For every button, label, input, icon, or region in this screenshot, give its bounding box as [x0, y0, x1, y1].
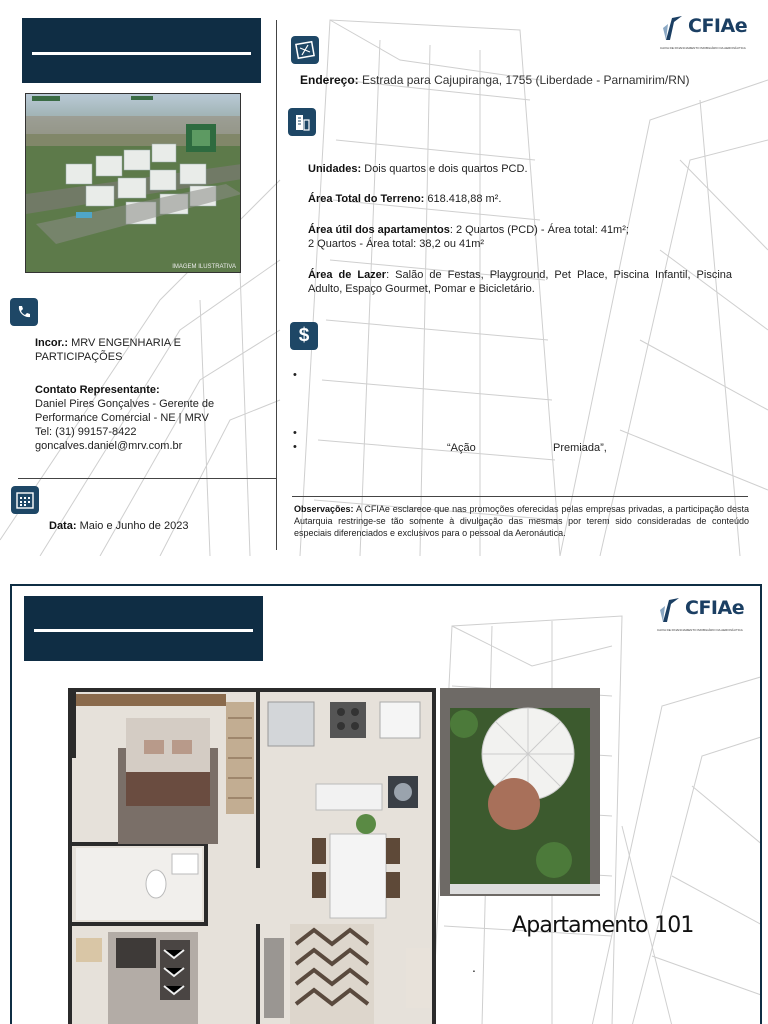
cfiae-logo	[660, 14, 748, 50]
contact-label: Contato Representante:	[35, 384, 160, 396]
date-line	[49, 519, 188, 533]
incorporator-label: Incor.:	[35, 337, 69, 349]
column-divider	[276, 20, 277, 550]
title-block	[22, 18, 261, 83]
cfiae-mark-icon	[660, 14, 686, 42]
development-aerial-photo	[25, 93, 241, 273]
leisure-value: : Salão de Festas, Playground, Pet Place, Piscina Infantil, Piscina Adulto, Espaço Gourmet, Pomar e Bicicletário.	[308, 269, 732, 295]
calendar-icon	[11, 486, 39, 514]
address-value: Estrada para Cajupiranga, 1755 (Liberdade - Parnamirim/RN)	[362, 73, 690, 87]
incorporator-block	[35, 336, 235, 364]
aerial-photo-illustration	[26, 94, 241, 273]
logo-text-2: CFIAe	[685, 597, 745, 619]
units-label: Unidades:	[308, 163, 362, 175]
apartment-title: Apartamento 101	[512, 913, 694, 938]
logo-tagline-2: CAIXA DE FINANCIAMENTO IMOBILIÁRIO DA AERONÁUTICA	[657, 628, 743, 632]
bullet-3: •	[293, 441, 297, 453]
obs-divider	[292, 496, 748, 497]
bullet-2: •	[293, 427, 297, 439]
apartment-dot: .	[472, 959, 476, 975]
leisure-label: Área de Lazer	[308, 269, 387, 281]
left-divider	[18, 478, 276, 479]
units-line	[308, 162, 738, 176]
cfiae-mark-icon-2	[657, 596, 683, 624]
leisure-block	[308, 268, 732, 296]
useful-area-1: : 2 Quartos (PCD) - Área total: 41m²;	[449, 224, 629, 236]
map-icon	[291, 36, 319, 64]
contact-phone: Tel: (31) 99157-8422	[35, 426, 137, 438]
logo-text: CFIAe	[688, 15, 748, 37]
obs-label: Observações:	[294, 504, 354, 514]
bullet-1: •	[293, 369, 297, 381]
phone-icon	[10, 298, 38, 326]
incorporator-value: MRV ENGENHARIA E PARTICIPAÇÕES	[35, 337, 181, 363]
quote-part-1: “Ação	[447, 442, 476, 454]
address-label: Endereço:	[300, 73, 359, 87]
contact-block	[35, 383, 225, 453]
logo-tagline: CAIXA DE FINANCIAMENTO IMOBILIÁRIO DA AERONÁUTICA	[660, 46, 746, 50]
area-line	[308, 192, 738, 206]
area-label: Área Total do Terreno:	[308, 193, 425, 205]
title-block-2	[24, 596, 263, 661]
useful-area-label: Área útil dos apartamentos	[308, 224, 450, 236]
units-value: Dois quartos e dois quartos PCD.	[364, 163, 528, 175]
observations	[294, 503, 749, 539]
flyer-page-2	[10, 584, 762, 1024]
building-icon	[288, 108, 316, 136]
photo-caption: IMAGEM ILUSTRATIVA	[172, 264, 236, 270]
date-label: Data:	[49, 520, 77, 532]
contact-name: Daniel Pires Gonçalves - Gerente de Performance Comercial - NE | MRV	[35, 398, 215, 424]
address-line	[300, 73, 730, 87]
useful-area-block	[308, 223, 738, 251]
dollar-icon: $	[290, 322, 318, 350]
contact-email: goncalves.daniel@mrv.com.br	[35, 440, 183, 452]
floor-plan-3d	[68, 688, 600, 1024]
area-value: 618.418,88 m².	[427, 193, 502, 205]
quote-part-2: Premiada”,	[553, 442, 607, 454]
useful-area-2: 2 Quartos - Área total: 38,2 ou 41m²	[308, 238, 485, 250]
date-value: Maio e Junho de 2023	[79, 520, 189, 532]
obs-text: A CFIAe esclarece que nas promoções oferecidas pelas empresas privadas, a participação desta Autarquia restringe-se tão somente à divulgação das mesmas por terem sido consideradas de conteúdo especiais diferenciados e exclusivos para o pessoal da Aeronáutica.	[294, 504, 749, 538]
cfiae-logo-2	[657, 596, 745, 632]
